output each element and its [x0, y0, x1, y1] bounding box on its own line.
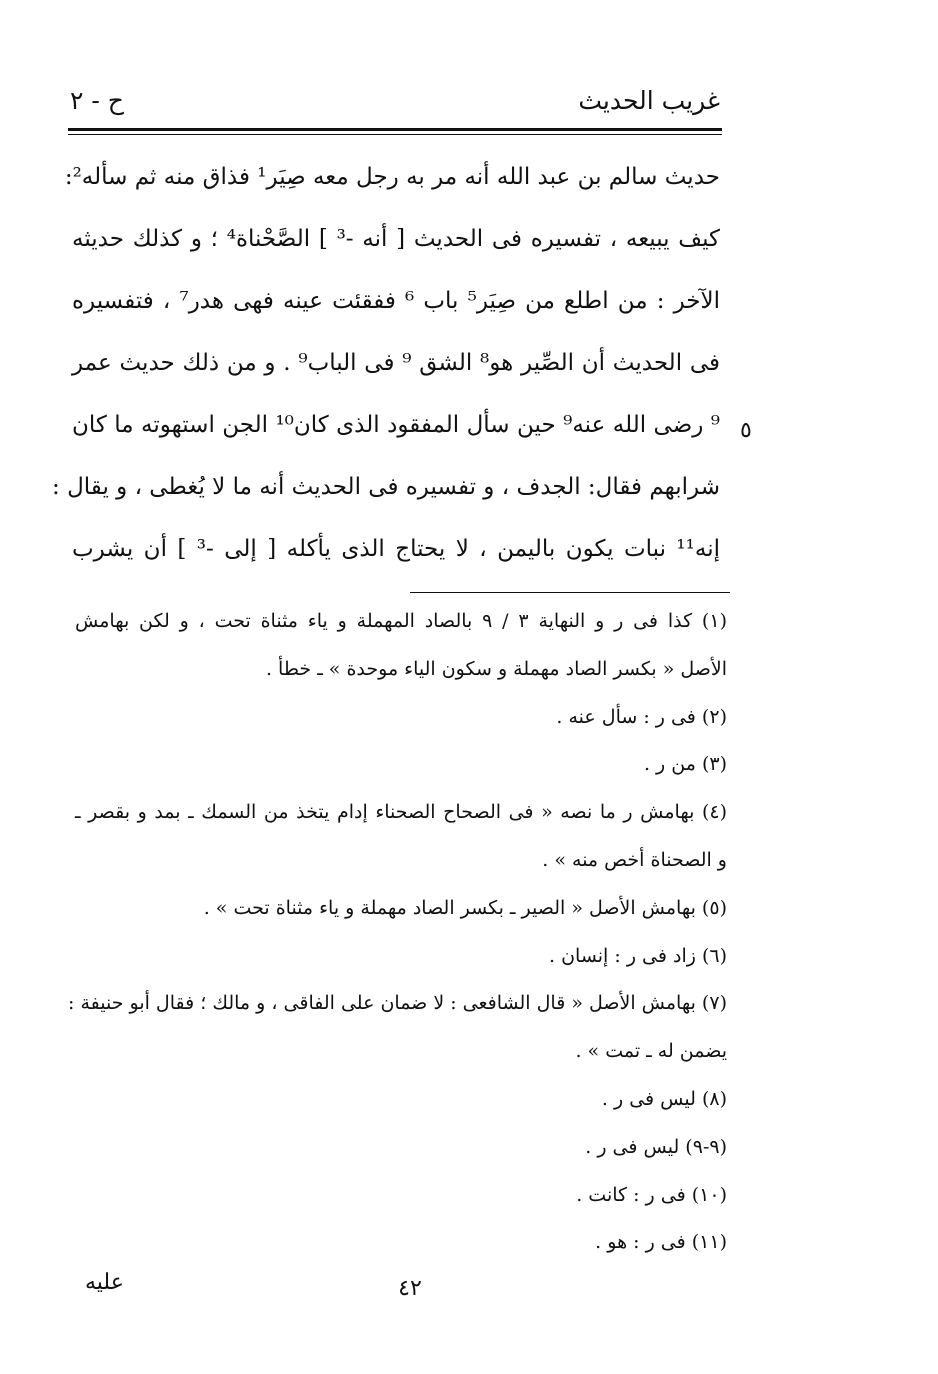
- catchword: عليه: [85, 1270, 124, 1295]
- footnote-line: يضمن له ـ تمت » .: [575, 1040, 727, 1063]
- book-title: غريب الحديث: [578, 86, 720, 115]
- volume-number: ح - ٢: [70, 86, 124, 115]
- running-header: [70, 86, 720, 126]
- footnote-rule: [410, 592, 730, 593]
- text-line: إنه¹¹ نبات يكون باليمن ، لا يحتاج الذى يأكله [ إلى -³ ] أن يشرب: [72, 536, 720, 562]
- footnote-line: الأصل « بكسر الصاد مهملة و سكون الياء موحدة » ـ خطأ .: [265, 657, 727, 680]
- text-line: شرابهم فقال: الجدف ، و تفسيره فى الحديث أنه ما لا يُغطى ، و يقال :: [52, 474, 720, 500]
- footnote-line: (١٠) فى ر : كانت .: [576, 1183, 727, 1206]
- footnote-line: (١١) فى ر : هو .: [595, 1231, 727, 1254]
- footnotes: [68, 598, 727, 1267]
- footnote-line: (٩-٩) ليس فى ر .: [585, 1135, 727, 1158]
- footnote-line: (٤) بهامش ر ما نصه « فى الصحاح الصحناء إدام يتخذ من السمك ـ بمد و بقصر ـ: [75, 801, 727, 824]
- footnote-line: (٣) من ر .: [643, 753, 727, 776]
- footnote-line: (٧) بهامش الأصل « قال الشافعى : لا ضمان على الفاقى ، و مالك ؛ فقال أبو حنيفة :: [68, 992, 727, 1015]
- main-text: [52, 146, 720, 580]
- footnote-line: (٢) فى ر : سأل عنه .: [556, 705, 727, 728]
- text-line: كيف يبيعه ، تفسيره فى الحديث [ أنه -³ ] الصَّحْناة⁴ ؛ و كذلك حديثه: [72, 226, 720, 252]
- text-line: الآخر : من اطلع من صِيَر⁵ باب ⁶ ففقئت عينه فهى هدر⁷ ، فتفسيره: [72, 288, 720, 314]
- text-line: حديث سالم بن عبد الله أنه مر به رجل معه صِيَر¹ فذاق منه ثم سأله²:: [64, 164, 720, 190]
- header-rule-thin: [68, 134, 722, 135]
- footnote-line: (٨) ليس فى ر .: [601, 1087, 727, 1110]
- footnote-line: و الصحناة أخص منه » .: [542, 848, 727, 871]
- page-number: ٤٢: [398, 1276, 422, 1301]
- footnote-line: (٥) بهامش الأصل « الصير ـ بكسر الصاد مهملة و ياء مثناة تحت » .: [203, 896, 727, 919]
- text-line: ⁹ رضى الله عنه⁹ حين سأل المفقود الذى كان¹⁰ الجن استهوته ما كان: [72, 412, 720, 438]
- header-rule: [68, 128, 722, 131]
- footnote-line: (١) كذا فى ر و النهاية ٣ / ٩ بالصاد المهملة و ياء مثناة تحت ، و لكن بهامش: [75, 610, 727, 632]
- text-line: فى الحديث أن الصِّير هو⁸ الشق ⁹ فى الباب⁹ . و من ذلك حديث عمر: [72, 350, 720, 376]
- footnote-line: (٦) زاد فى ر : إنسان .: [549, 944, 727, 967]
- line-number-marker: ٥: [740, 418, 752, 443]
